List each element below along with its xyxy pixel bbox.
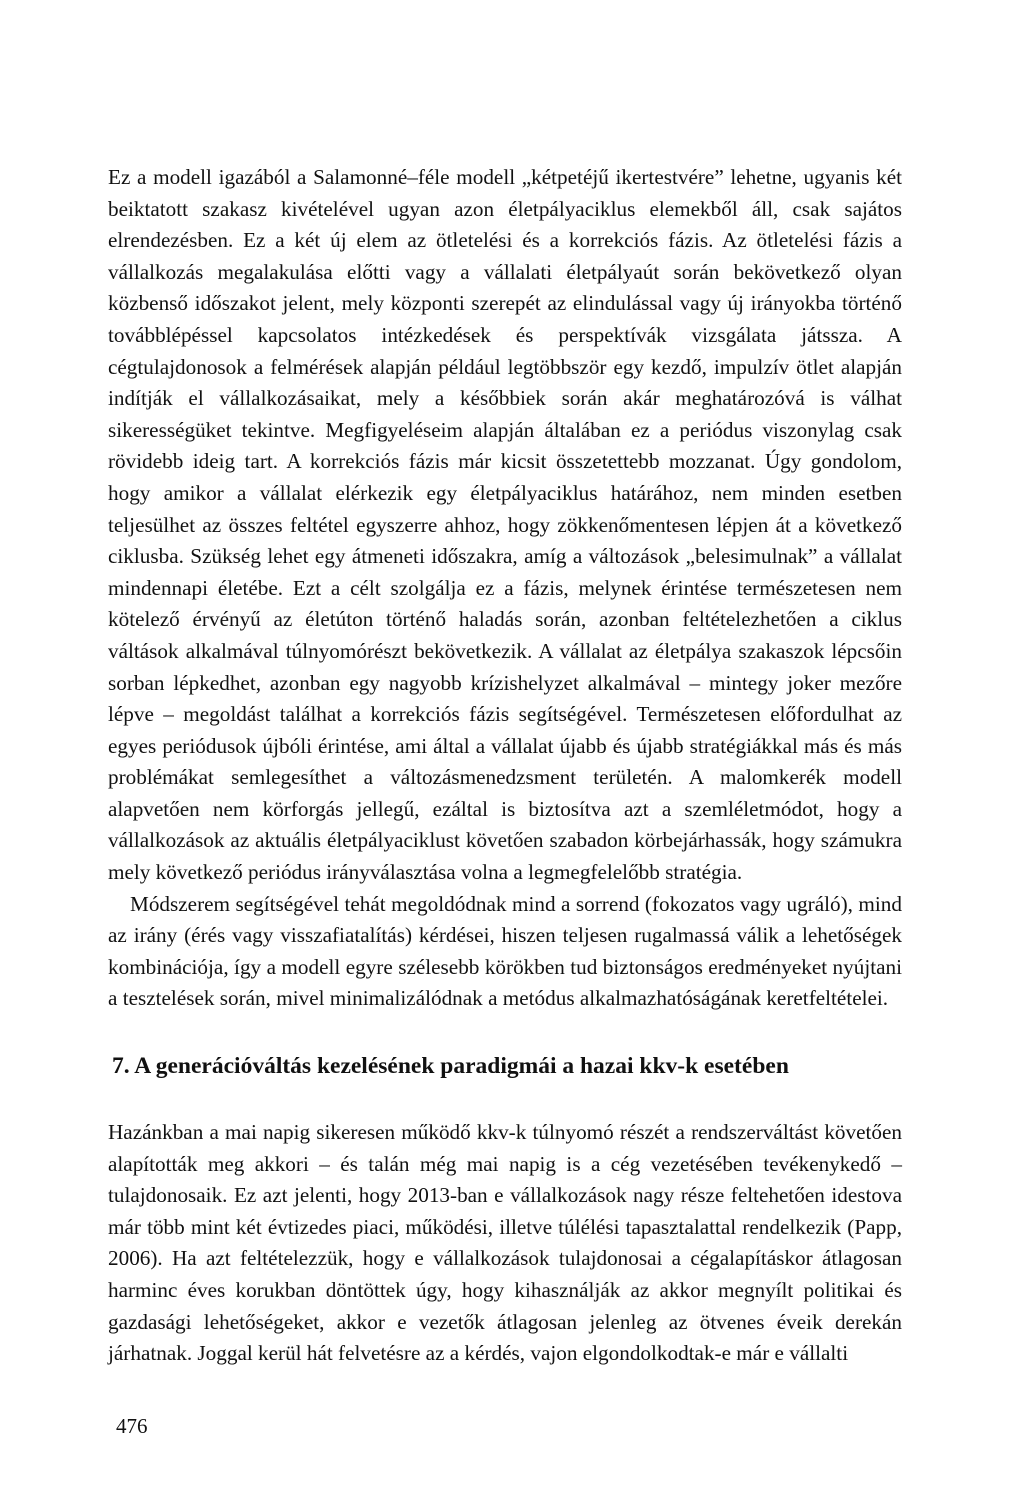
section-heading: 7. A generációváltás kezelésének paradigmái a hazai kkv-k esetében: [112, 1053, 789, 1080]
paragraph-method-summary: Módszerem segítségével tehát megoldódnak mind a sorrend (fokozatos vagy ugráló), mind az irány (érés vagy visszafiatalítás) kérdései, hiszen teljesen rugalmassá válik a lehetőségek kombinációja, így a modell egyre szélesebb körökben tud biztonságos eredményeket nyújtani a tesztelések során, mivel minimalizálódnak a metódus alkalmazhatóságának keretfeltételei.: [108, 891, 902, 1011]
paragraph-generation-change: Hazánkban a mai napig sikeresen működő kkv-k túlnyomó részét a rendszerváltást követően alapították meg akkori – és talán még mai napig is a cég vezetésében tevékenykedő – tulajdonosaik. Ez azt jelenti, hogy 2013-ban e vállalkozások nagy része feltehetően idestova már több mint két évtizedes piaci, működési, illetve túlélési tapasztalattal rendelkezik (Papp, 2006). Ha azt feltételezzük, hogy e vállalkozások tulajdonosai a cégalapításkor átlagosan harminc éves korukban döntöttek úgy, hogy kihasználják az akkor megnyílt politikai és gazdasági lehetőségeket, akkor e vezetők átlagosan jelenleg az ötvenes éveik derekán járhatnak. Joggal kerül hát felvetésre az a kérdés, vajon elgondolkodtak-e már e vállalti: [108, 1120, 902, 1366]
page-number: 476: [116, 1414, 148, 1438]
page-body: [108, 162, 902, 1370]
paragraph-model-description: Ez a modell igazából a Salamonné–féle modell „kétpetéjű ikertestvére” lehetne, ugyanis két beiktatott szakasz kivételével ugyan azon életpályaciklus elemekből áll, csak sajátos elrendezésben. Ez a két új elem az ötletelési és a korrekciós fázis. Az ötletelési fázis a vállalkozás megalakulása előtti vagy a vállalati életpályaút során bekövetkező olyan közbenső időszakot jelent, mely központi szerepét az elindulással vagy új irányokba történő továbblépéssel kapcsolatos intézkedések és perspektívák vizsgálata játssza. A cégtulajdonosok a felmérések alapján például legtöbbször egy kezdő, impulzív ötlet alapján indítják el vállalkozásaikat, mely a későbbiek során akár meghatározóvá is válhat sikerességüket tekintve. Megfigyeléseim alapján általában ez a periódus viszonylag csak rövidebb ideig tart. A korrekciós fázis már kicsit összetettebb mozzanat. Úgy gondolom, hogy amikor a vállalat elérkezik egy életpályaciklus határához, nem minden esetben teljesülhet az összes feltétel egyszerre ahhoz, hogy zökkenőmentesen lépjen át a következő ciklusba. Szükség lehet egy átmeneti időszakra, amíg a változások „belesimulnak” a vállalat mindennapi életébe. Ezt a célt szolgálja ez a fázis, melynek érintése természetesen nem kötelező érvényű az életúton történő haladás során, azonban feltételezhetően a ciklus váltások alkalmával túlnyomórészt bekövetkezik. A vállalat az életpálya szakaszok lépcsőin sorban lépkedhet, azonban egy nagyobb krízishelyzet alkalmával – mintegy joker mezőre lépve – megoldást találhat a korrekciós fázis segítségével. Természetesen előfordulhat az egyes periódusok újbóli érintése, ami által a vállalat újabb és újabb stratégiákkal más és más problémákat semlegesíthet a változásmenedzsment területén. A malomkerék modell alapvetően nem körforgás jellegű, ezáltal is biztosítva azt a szemléletmódot, hogy a vállalkozások az aktuális életpályaciklust követően szabadon körbejárhassák, hogy számukra mely következő periódus irányválasztása volna a legmegfelelőbb stratégia.: [108, 165, 902, 885]
